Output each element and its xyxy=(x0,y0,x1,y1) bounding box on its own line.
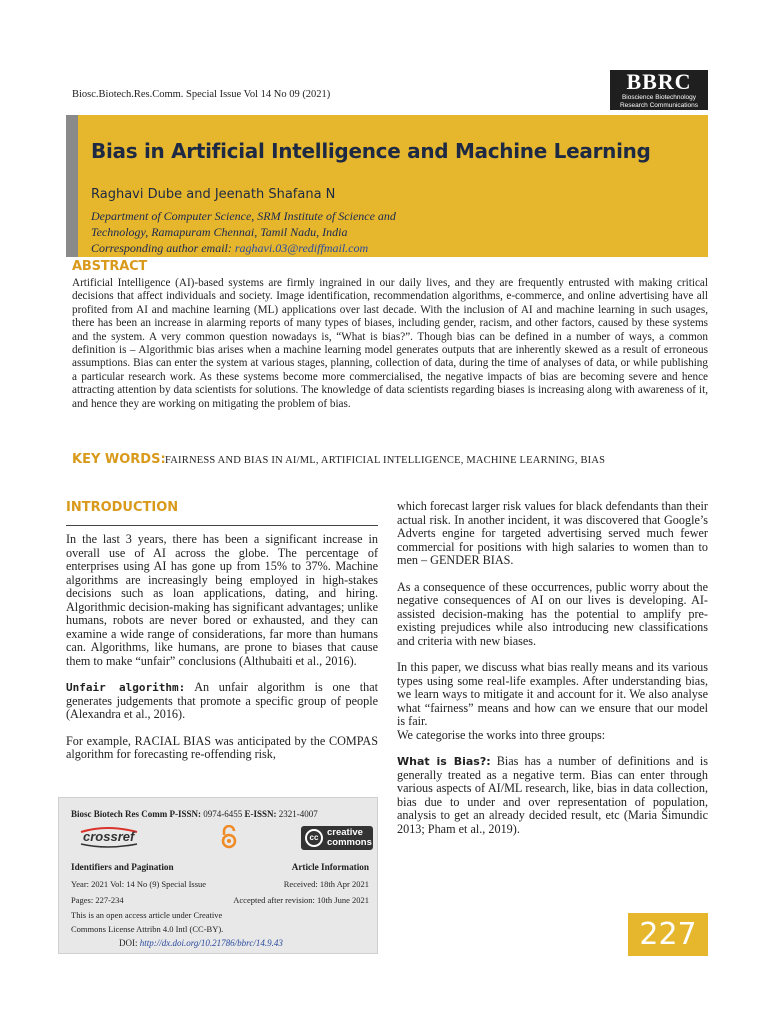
article-info-heading: Article Information xyxy=(291,862,369,872)
what-is-bias-term: What is Bias?: xyxy=(397,755,491,768)
left-column xyxy=(66,533,378,775)
logo-subtitle-1: Bioscience Biotechnology xyxy=(621,94,697,101)
logo-text: BBRC xyxy=(626,69,692,94)
year-line: Year: 2021 Vol: 14 No (9) Special Issue xyxy=(71,879,207,889)
right-paragraph-1: which forecast larger risk values for black defendants than their actual risk. In another incident, it was discovered that Google’s Adverts engine for targeted advertising served much fewer commercial for positions with high salaries to women than to men – GENDER BIAS. xyxy=(397,499,708,567)
affiliation-line-2: Technology, Ramapuram Chennai, Tamil Nadu, India xyxy=(91,225,348,239)
what-is-bias-definition: Bias has a number of definitions and is generally treated as a negative term. Bias can enter through various aspects of AI/ML research, like, bias in data collection, bias due to under and over representation of population, analysis to get an already decided result, etc (Maria Šimundic 2013; Pham et al., 2019). xyxy=(397,754,709,836)
corresponding-email-link[interactable]: raghavi.03@rediffmail.com xyxy=(234,241,369,255)
right-paragraph-4 xyxy=(397,755,708,836)
right-paragraph-2: As a consequence of these occurrences, public worry about the negative consequences of AI on our lives is developing. AI-assisted decision-making has the potential to amplify pre-existing prejudices while also introducing new classifications and criteria with new biases. xyxy=(397,579,708,648)
left-paragraph-1: In the last 3 years, there has been a significant increase in overall use of AI across the globe. The percentage of enterprises using AI has gone up from 15% to 37%. Machine algorithms are increasingly being employed in high-stakes decisions such as loan applications, dating, and hiring. Algorithmic decision-making has significant advantages; unlike humans, robots are never bored or exhausted, and they can examine a wide range of considerations, far more than humans can. Algorithms, like humans, are prone to biases that cause them to make “unfair” conclusions (Althubaiti et al., 2016). xyxy=(66,532,378,668)
introduction-heading: INTRODUCTION xyxy=(66,500,179,515)
received-line: Received: 18th Apr 2021 xyxy=(283,879,369,889)
unfair-algorithm-term: Unfair algorithm: xyxy=(66,681,186,694)
keywords-heading: KEY WORDS: xyxy=(72,452,166,467)
unfair-algorithm-definition: An unfair algorithm is one that generates judgements that promote a specific group of people (Alexandra et al., 2016). xyxy=(66,680,378,721)
keywords-text: FAIRNESS AND BIAS IN AI/ML, ARTIFICIAL INTELLIGENCE, MACHINE LEARNING, BIAS xyxy=(165,455,606,466)
logo-subtitle-2: Research Communications xyxy=(619,101,699,109)
license-line-2: Commons License Attribn 4.0 Intl (CC-BY). xyxy=(71,924,224,934)
running-head: Biosc.Biotech.Res.Comm. Special Issue Vol 14 No 09 (2021) xyxy=(72,89,331,100)
right-column xyxy=(397,500,708,849)
doi-line xyxy=(119,938,283,948)
corresponding-label: Corresponding author email: xyxy=(91,241,235,255)
abstract-heading: ABSTRACT xyxy=(72,259,148,274)
open-access-icon xyxy=(219,825,239,849)
paper-title: Bias in Artificial Intelligence and Machine Learning xyxy=(91,139,651,163)
affiliation-line-1: Department of Computer Science, SRM Institute of Science and xyxy=(91,209,396,223)
journal-abbrev: Biosc Biotech Res Comm xyxy=(71,809,168,819)
pissn-value: 0974-6455 xyxy=(203,809,243,819)
license-line-1: This is an open access article under Creative xyxy=(71,910,223,920)
cc-text-line-1: creative xyxy=(327,827,363,838)
right-paragraph-3: In this paper, we discuss what bias really means and its various types using some real-life examples. After understanding bias, we learn ways to mitigate it and account for it. We also analyse what “fairness” means and how can we ensure that our model is fair. xyxy=(397,660,708,728)
identifiers-heading: Identifiers and Pagination xyxy=(71,862,174,872)
left-paragraph-3: For example, RACIAL BIAS was anticipated by the COMPAS algorithm for forecasting re-offending risk, xyxy=(66,733,378,761)
crossref-text: crossref xyxy=(83,829,135,844)
corresponding-author xyxy=(91,240,396,256)
pissn-label: P-ISSN: xyxy=(167,809,204,819)
issn-line xyxy=(71,809,318,819)
creative-commons-logo[interactable] xyxy=(301,826,373,850)
affiliation xyxy=(91,208,396,256)
left-paragraph-2 xyxy=(66,681,378,722)
crossref-logo[interactable] xyxy=(77,826,143,848)
right-paragraph-3b: We categorise the works into three groups: xyxy=(397,727,606,742)
cc-icon: cc xyxy=(305,829,323,847)
doi-label: DOI: xyxy=(119,938,140,948)
introduction-rule xyxy=(66,525,378,526)
title-band-stripe xyxy=(66,115,78,257)
cc-text-line-2: commons xyxy=(327,837,372,848)
accepted-line: Accepted after revision: 10th June 2021 xyxy=(233,895,369,905)
cc-text xyxy=(327,828,372,848)
doi-link[interactable]: http://dx.doi.org/10.21786/bbrc/14.9.43 xyxy=(139,938,283,948)
pages-line: Pages: 227-234 xyxy=(71,895,124,905)
title-band xyxy=(66,115,708,257)
article-info-box xyxy=(58,797,378,954)
eissn-label: E-ISSN: xyxy=(242,809,279,819)
abstract-text: Artificial Intelligence (AI)-based systems are firmly ingrained in our daily lives, and they are frequently entrusted with making critical decisions that affect individuals and society. Image identification, recommendation algorithms, e-commerce, and online advertising have all profited from AI and machine learning (ML) applications over last decade. With the inclusion of AI and machine learning in such usages, there has been an increase in alarming reports of many types of biases, including gender, racism, and other factors, caused by these systems and the system. A very common question nowadays is, “What is bias?”. Though bias can be defined in a number of ways, a common definition is – Algorithmic bias arises when a machine learning model generates outputs that are inherently skewed as a result of erroneous assumptions. Bias can enter the system at various stages, planning, collection of data, during the time of analyses of data, or while publishing a particular research work. As these systems become more commercialised, the negative impacts of bias are becoming severe and hence attracting attention by data scientists for solutions. The knowledge of data scientists regarding biases is increasing along with awareness of it, and hence they are working on mitigating the problem of bias. xyxy=(72,277,708,410)
journal-logo xyxy=(610,70,708,110)
paper-authors: Raghavi Dube and Jeenath Shafana N xyxy=(91,187,336,202)
page-number: 227 xyxy=(628,913,708,956)
eissn-value: 2321-4007 xyxy=(278,809,318,819)
